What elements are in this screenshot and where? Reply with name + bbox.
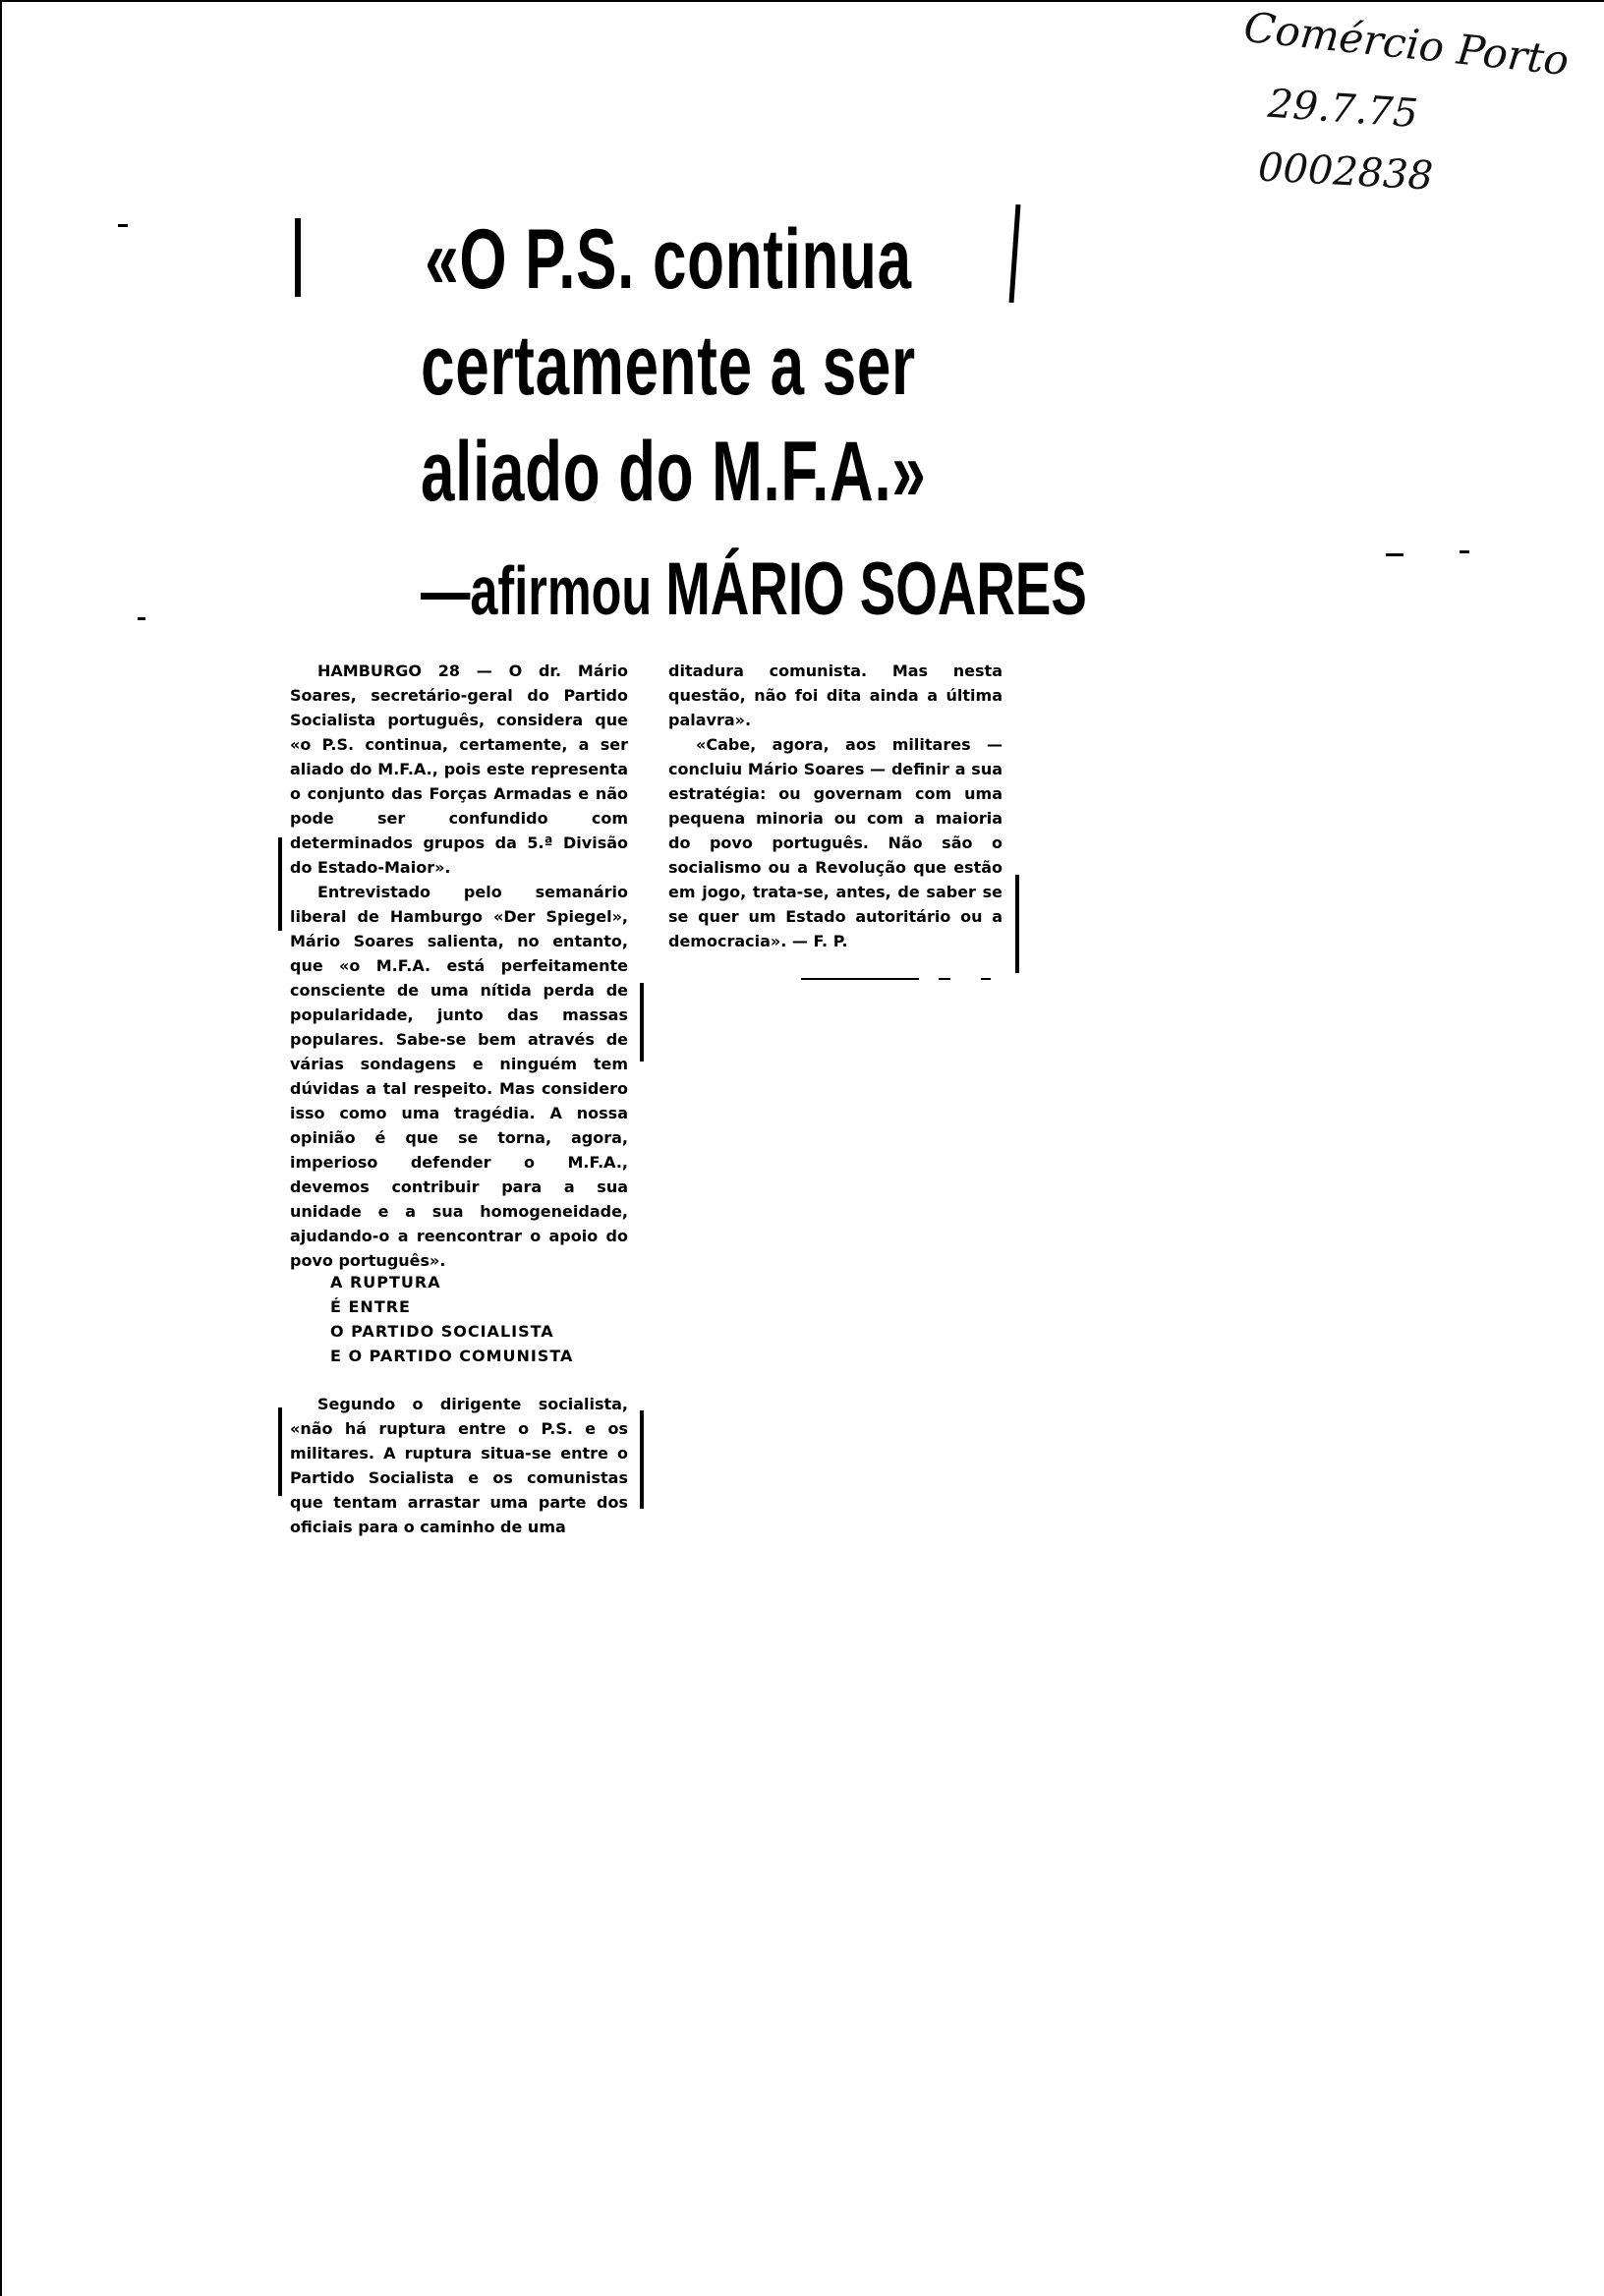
article-paragraph: Entrevistado pelo semanário liberal de Hamburgo «Der Spiegel», Mário Soares salienta, no entanto, que «o M.F.A. está perfeitamente consciente de uma nítida perda de popularidade, junto das massas populares. Sabe-se bem através de várias sondagens e ninguém tem dúvidas a tal respeito. Mas considero isso como uma tragédia. A nossa opinião é que se torna, agora, imperioso defender o M.F.A., devemos contribuir para a sua unidade e a sua homogeneidade, ajudando-o a reencontrar o apoio do povo português». — [290, 883, 628, 1270]
scan-mark — [1460, 550, 1469, 553]
article-paragraph: Segundo o dirigente socialista, «não há ruptura entre o P.S. e os militares. A ruptura situa-se entre o Partido Socialista e os comunistas que tentam arrastar uma parte dos oficiais para o caminho de uma — [290, 1395, 628, 1536]
headline-line-2: certamente a ser — [421, 318, 916, 413]
byline-prefix: —afirmou — [421, 552, 666, 629]
end-rule — [939, 978, 950, 980]
end-rule — [801, 978, 919, 980]
subhead-line: A RUPTURA — [330, 1273, 441, 1292]
scan-mark — [118, 224, 128, 227]
margin-marker — [640, 1410, 644, 1509]
article-column-2 — [668, 659, 1002, 953]
margin-marker — [1015, 875, 1019, 973]
scan-mark — [1386, 553, 1404, 556]
article-paragraph: «Cabe, agora, aos militares — concluiu Mário Soares — definir a sua estratégia: ou governam com uma pequena minoria ou com a maioria do povo português. Não são o socialismo ou a Revolução que estão em jogo, trata-se, antes, de saber se se quer um Estado autoritário ou a democracia». — F. P. — [668, 735, 1002, 950]
end-rule — [981, 978, 991, 980]
article-column-1 — [290, 659, 628, 1273]
scan-mark — [138, 617, 145, 620]
byline-name: MÁRIO SOARES — [665, 547, 1087, 631]
article-paragraph: ditadura comunista. Mas nesta questão, não foi dita ainda a última palavra». — [668, 661, 1002, 729]
subhead-line: É ENTRE — [330, 1297, 411, 1316]
handwritten-newspaper-name: Comércio Porto — [1241, 2, 1572, 86]
headline — [421, 206, 927, 525]
handwritten-archive-number: 0002838 — [1256, 144, 1435, 200]
article-subhead — [330, 1270, 645, 1368]
headline-line-3: aliado do M.F.A.» — [421, 425, 927, 519]
margin-marker — [278, 837, 282, 931]
handwritten-date: 29.7.75 — [1266, 81, 1420, 138]
headline-line-1: «O P.S. continua — [425, 212, 912, 307]
article-paragraph: HAMBURGO 28 — O dr. Mário Soares, secretário-geral do Partido Socialista português, considera que «o P.S. continua, certamente, a ser aliado do M.F.A., pois este representa o conjunto das Forças Armadas e não pode ser confundido com determinados grupos da 5.ª Divisão do Estado-Maior». — [290, 661, 628, 877]
subhead-line: E O PARTIDO COMUNISTA — [330, 1347, 574, 1365]
headline-left-rule — [295, 218, 301, 297]
margin-marker — [640, 983, 644, 1062]
byline — [421, 547, 1087, 631]
margin-marker — [278, 1407, 282, 1496]
subhead-line: O PARTIDO SOCIALISTA — [330, 1322, 554, 1341]
article-column-1-continued — [290, 1392, 628, 1539]
